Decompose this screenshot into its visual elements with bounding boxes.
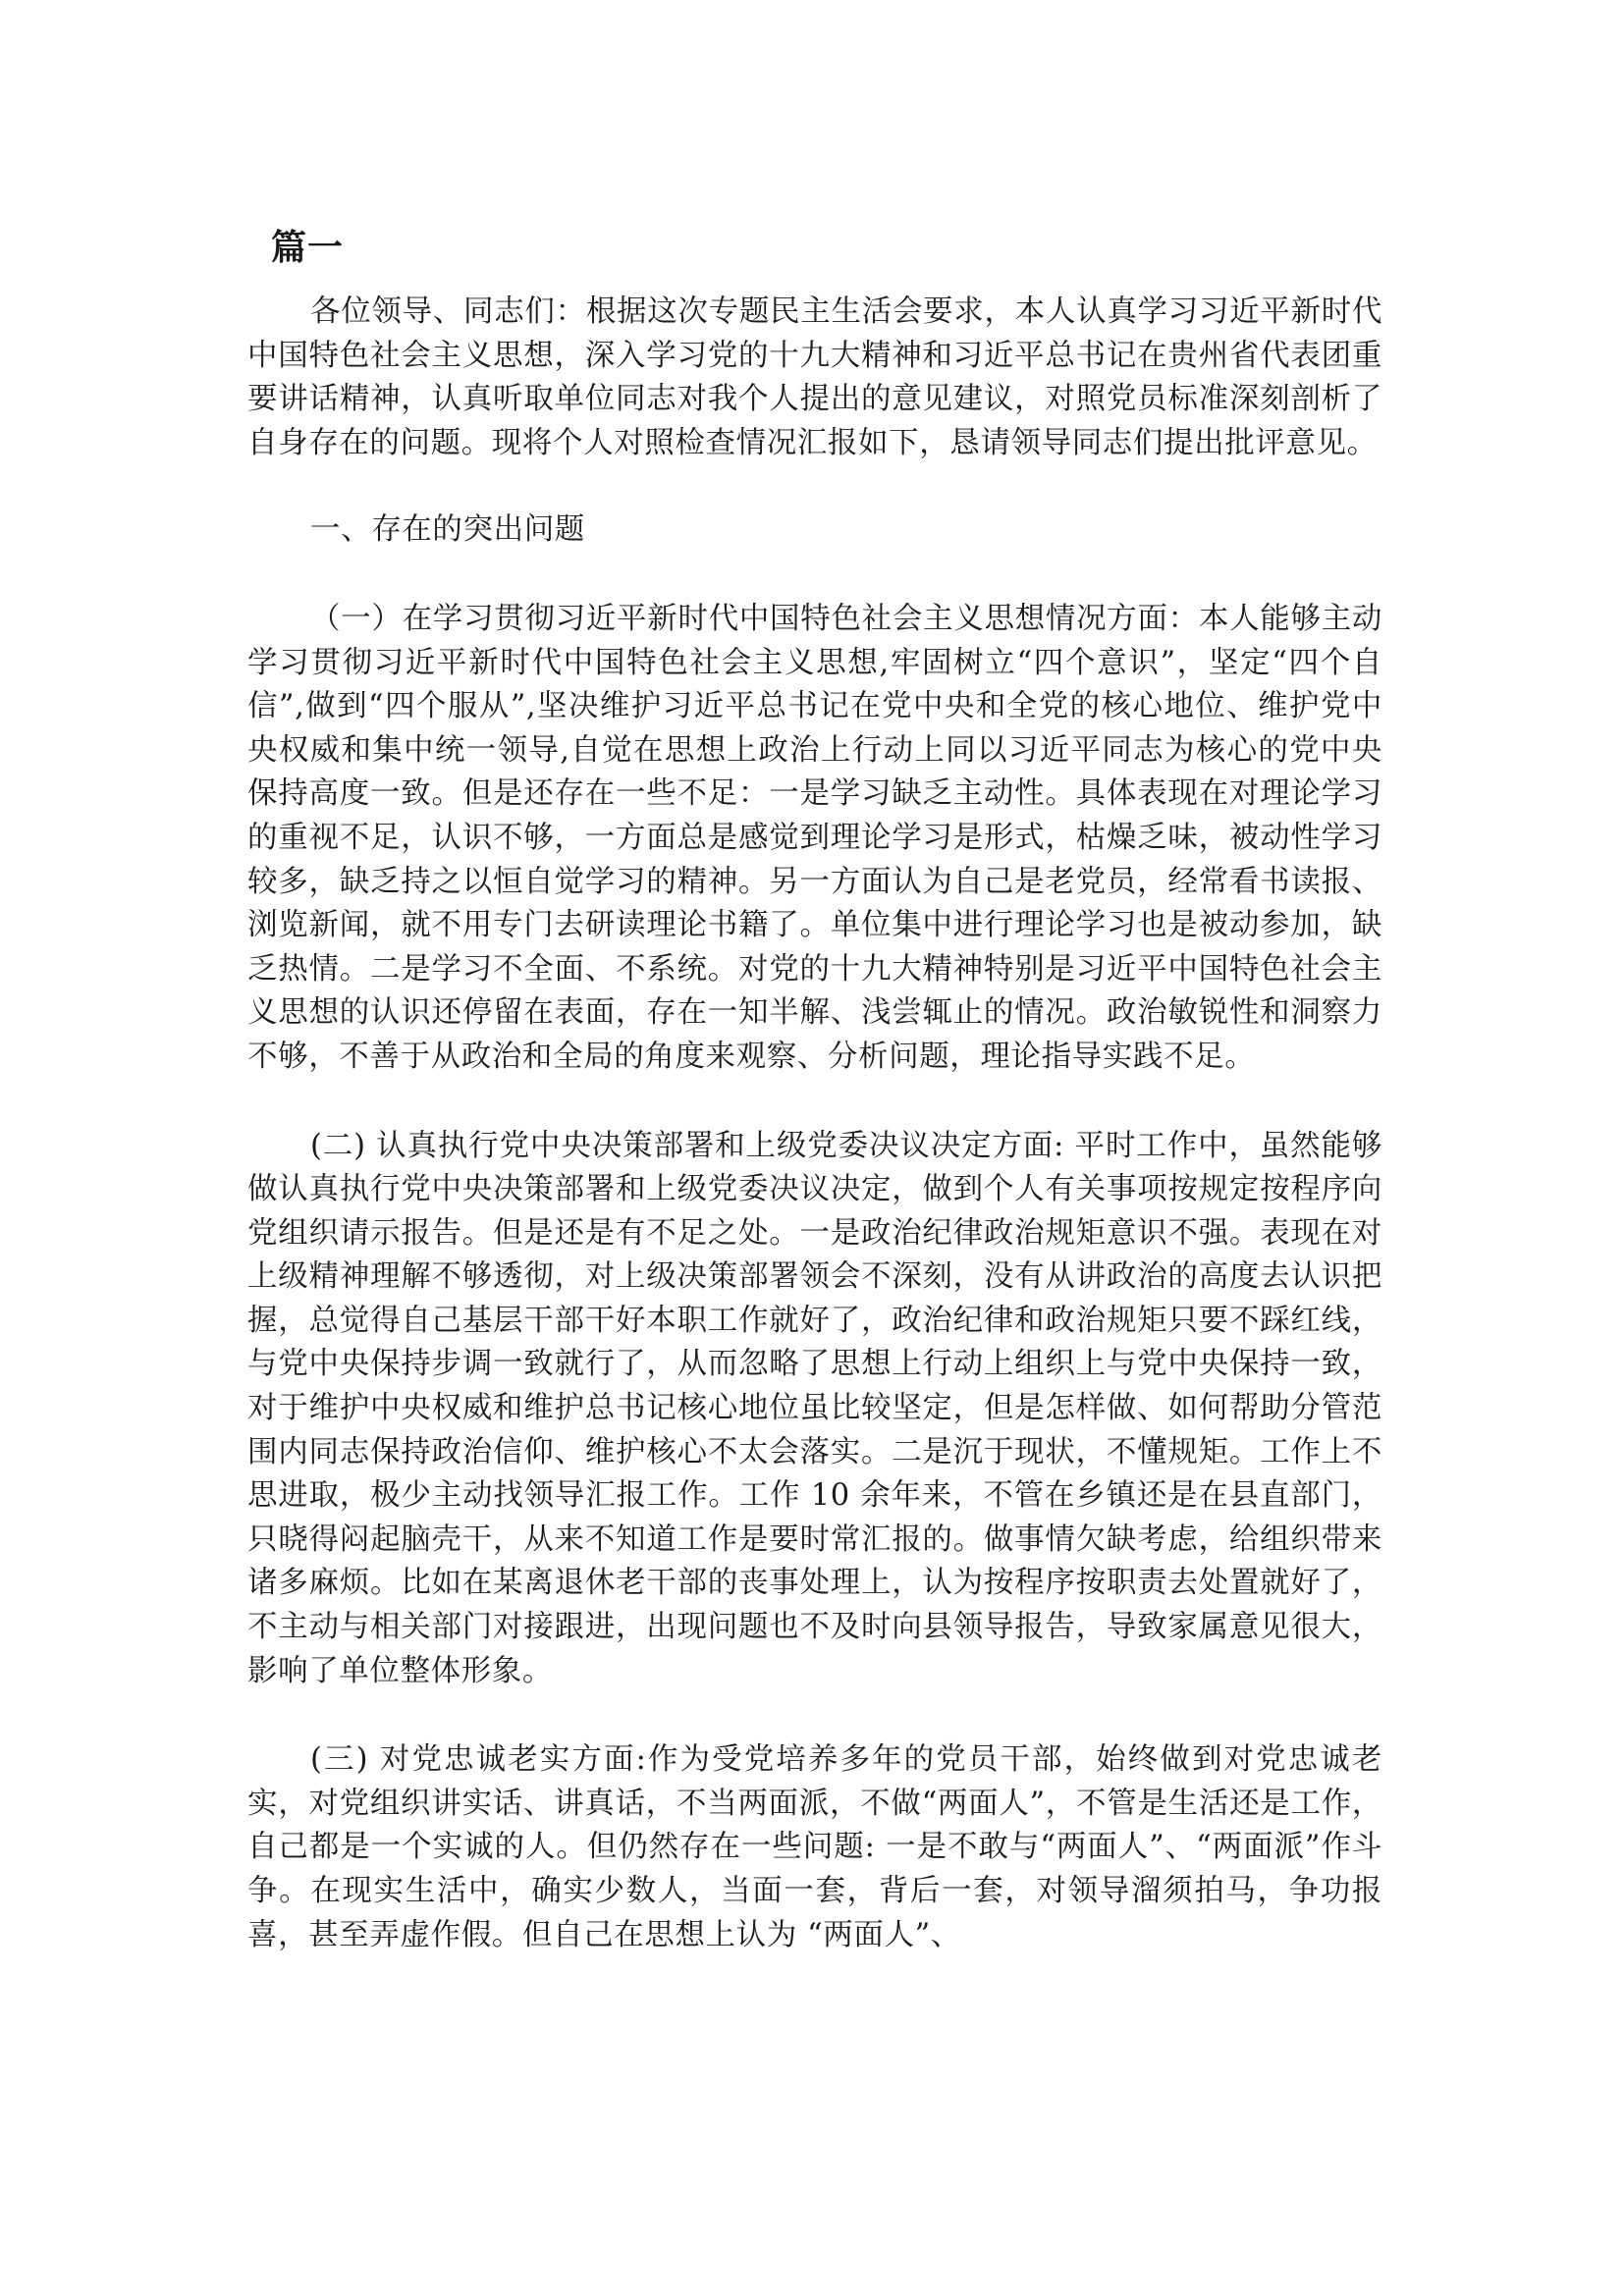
paragraph-section-3: (三) 对党忠诚老实方面:作为受党培养多年的党员干部，始终做到对党忠诚老实，对党组织讲实话、讲真话，不当两面派，不做“两面人”，不管是生活还是工作，自己都是一个实诚的人。但仍然存在一些问题: 一是不敢与“两面人”、“两面派”作斗争。在现实生活中，确实少数人，当面一套，背后一套，对领导溜须拍马，争功报喜，甚至弄虚作假。但自己在思想上认为 “两面人”、 <box>247 1742 1382 1952</box>
section-heading-problems: 一、存在的突出问题 <box>310 512 585 548</box>
document-title: 篇一 <box>271 228 345 268</box>
paragraph-section-2: (二) 认真执行党中央决策部署和上级党委决议决定方面: 平时工作中，虽然能够做认真执行党中央决策部署和上级党委决议决定，做到个人有关事项按规定按程序向党组织请示报告。但是还是有不足之处。一是政治纪律政治规矩意识不强。表现在对上级精神理解不够透彻，对上级决策部署领会不深刻，没有从讲政治的高度去认识把握，总觉得自己基层干部干好本职工作就好了，政治纪律和政治规矩只要不踩红线，与党中央保持步调一致就行了，从而忽略了思想上行动上组织上与党中央保持一致，对于维护中央权威和维护总书记核心地位虽比较坚定，但是怎样做、如何帮助分管范围内同志保持政治信仰、维护核心不太会落实。二是沉于现状，不懂规矩。工作上不思进取，极少主动找领导汇报工作。工作 10 余年来，不管在乡镇还是在县直部门，只晓得闷起脑壳干，从来不知道工作是要时常汇报的。做事情欠缺考虑，给组织带来诸多麻烦。比如在某离退休老干部的丧事处理上，认为按程序按职责去处置就好了，不主动与相关部门对接跟进，出现问题也不及时向县领导报告，导致家属意见很大，影响了单位整体形象。 <box>247 1128 1382 1688</box>
intro-paragraph: 各位领导、同志们：根据这次专题民主生活会要求，本人认真学习习近平新时代中国特色社会主义思想，深入学习党的十九大精神和习近平总书记在贵州省代表团重要讲话精神，认真听取单位同志对我个人提出的意见建议，对照党员标准深刻剖析了自身存在的问题。现将个人对照检查情况汇报如下，恳请领导同志们提出批评意见。 <box>247 294 1382 460</box>
document-page <box>247 224 1382 1957</box>
paragraph-section-1: （一）在学习贯彻习近平新时代中国特色社会主义思想情况方面：本人能够主动学习贯彻习近平新时代中国特色社会主义思想,牢固树立“四个意识”，坚定“四个自信”,做到“四个服从”,坚决维护习近平总书记在党中央和全党的核心地位、维护党中央权威和集中统一领导,自觉在思想上政治上行动上同以习近平同志为核心的党中央保持高度一致。但是还存在一些不足：一是学习缺乏主动性。具体表现在对理论学习的重视不足，认识不够，一方面总是感觉到理论学习是形式，枯燥乏味，被动性学习较多，缺乏持之以恒自觉学习的精神。另一方面认为自己是老党员，经常看书读报、浏览新闻，就不用专门去研读理论书籍了。单位集中进行理论学习也是被动参加，缺乏热情。二是学习不全面、不系统。对党的十九大精神特别是习近平中国特色社会主义思想的认识还停留在表面，存在一知半解、浅尝辄止的情况。政治敏锐性和洞察力不够，不善于从政治和全局的角度来观察、分析问题，理论指导实践不足。 <box>247 601 1382 1074</box>
